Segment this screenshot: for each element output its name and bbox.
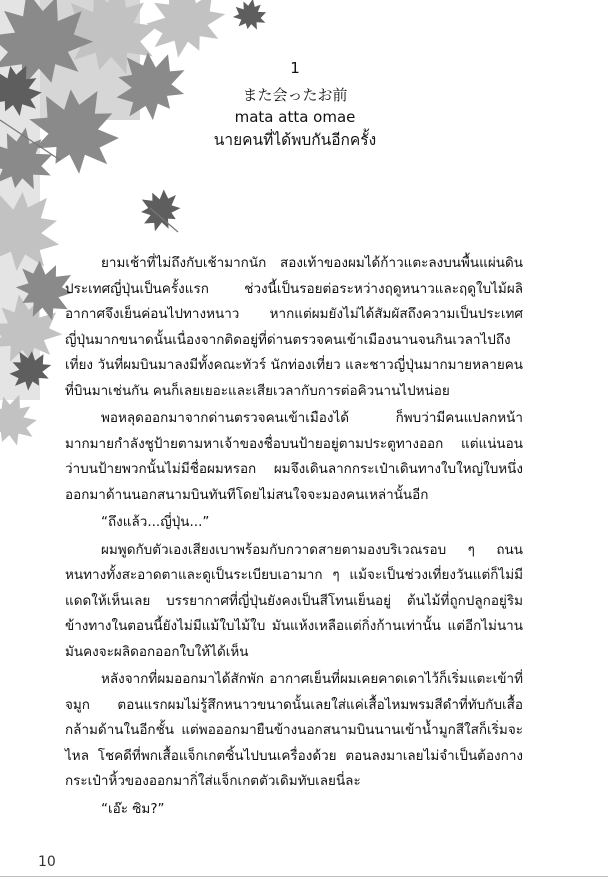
chapter-title-romaji: mata atta omae (234, 108, 356, 126)
page-number: 10 (38, 854, 56, 870)
paragraph: พอหลุดออกมาจากด่านตรวจคนเข้าเมืองได้ ก็พบว่ามีคนแปลกหน้ามากมายกำลังชูป้ายตามหาเจ้าของชื่อบนป้ายอยู่ตามประตูทางออก แต่แน่นอนว่าบนป้ายพวกนั้นไม่มีชื่อผมหรอก ผมจึงเดินลากกระเป๋าเดินทางใบใหญ่ใบหนึ่งออกมาด้านนอกสนามบินทันทีโดยไม่สนใจจะมองคนเหล่านั้นอีก (65, 410, 523, 503)
chapter-title-japanese: また会ったお前 (242, 86, 348, 104)
chapter-number: 1 (290, 59, 300, 77)
paragraph: ยามเช้าที่ไม่ถึงกับเช้ามากนัก สองเท้าของผมได้ก้าวแตะลงบนพื้นแผ่นดินประเทศญี่ปุ่นเป็นครั้งแรก ช่วงนี้เป็นรอยต่อระหว่างฤดูหนาวและฤดูใบไม้ผลิ อากาศจึงเย็นค่อนไปทางหนาว หากแต่ผมยังไม่ได้สัมผัสถึงความเป็นประเทศญี่ปุ่นมากขนาดนั้นเนื่องจากติดอยู่ที่ด่านตรวจคนเข้าเมืองนานจนกินเวลาไปถึงเที่ยง วันที่ผมบินมาลงมีทั้งคณะทัวร์ นักท่องเที่ยว และชาวญี่ปุ่นมากมายหลายคนที่บินมาเช่นกัน คนก็เลยเยอะและเสียเวลากับการต่อคิวนานไปหน่อย (65, 255, 523, 399)
paragraph: ผมพูดกับตัวเองเสียงเบาพร้อมกับกวาดสายตามองบริเวณรอบ ๆ ถนนหนทางทั้งสะอาดตาและดูเป็นระเบียบเอามาก ๆ แม้จะเป็นช่วงเที่ยงวันแต่ก็ไม่มีแดดให้เห็นเลย บรรยากาศที่ญี่ปุ่นยังคงเป็นสีโทนเย็นอยู่ ต้นไม้ที่ถูกปลูกอยู่ริมข้างทางในตอนนี้ยังไม่มีแม้ใบไม้ใบ มันแห้งเหลือแต่กิ่งก้านเท่านั้น แต่อีกไม่นานมันคงจะผลิดอกออกใบให้ได้เห็น (65, 541, 523, 660)
chapter-title-thai: นายคนที่ได้พบกันอีกครั้ง (213, 131, 377, 149)
dialogue-line: “เอ๊ะ ซิม?” (101, 800, 165, 817)
paragraph: หลังจากที่ผมออกมาได้สักพัก อากาศเย็นที่ผมเคยคาดเดาไว้ก็เริ่มแตะเข้าที่จมูก ตอนแรกผมไม่รู้สึกหนาวขนาดนั้นเลยใส่แค่เสื้อไหมพรมสีดำที่ทับกับเสื้อกล้ามด้านในอีกชั้น แต่พอออกมายืนข้างนอกสนามบินนานเข้าน้ำมูกสีใสก็เริ่มจะไหล โชคดีที่พกเสื้อแจ็กเกตซิ้นไปบนเครื่องด้วย ตอนลงมาเลยไม่จำเป็นต้องกางกระเป๋าหิ้วของออกมากิ่ใส่แจ็กเกตตัวเดิมทับเลยนี่ละ (65, 671, 523, 789)
footer-rule (0, 876, 608, 877)
chapter-body (65, 251, 523, 822)
dialogue-line: “ถึงแล้ว...ญี่ปุ่น...” (101, 514, 210, 530)
chapter-heading (180, 58, 410, 152)
